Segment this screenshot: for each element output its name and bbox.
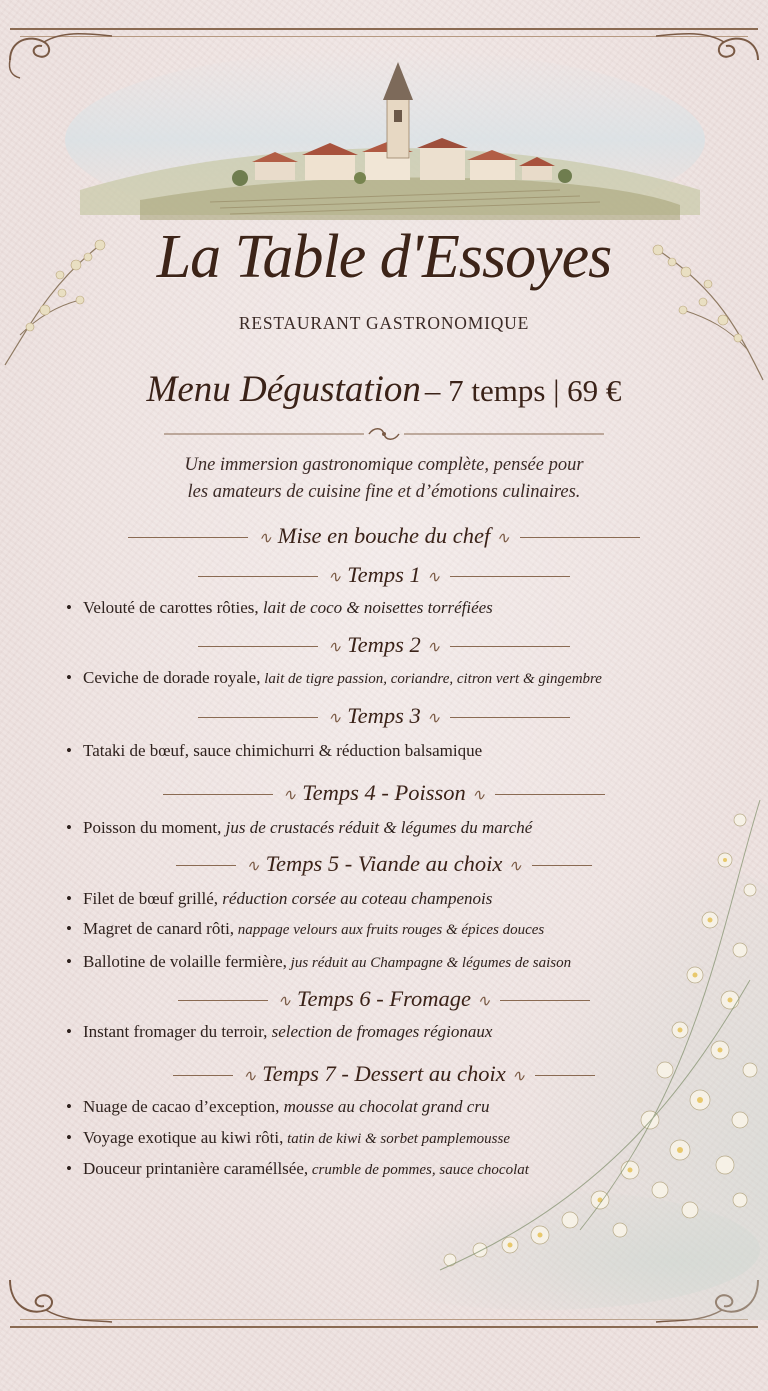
section-heading bbox=[0, 562, 768, 588]
swirl-ornament-icon: ∿ bbox=[246, 857, 260, 875]
section-heading-text: Temps 6 - Fromage bbox=[297, 986, 471, 1011]
heading-rule-left bbox=[198, 646, 318, 647]
bullet-icon: • bbox=[66, 818, 72, 837]
heading-rule-right bbox=[495, 794, 605, 795]
menu-item-name: Ceviche de dorade royale, bbox=[83, 668, 261, 687]
section-heading-text: Mise en bouche du chef bbox=[277, 523, 491, 548]
heading-rule-left bbox=[163, 794, 273, 795]
bullet-icon: • bbox=[66, 741, 72, 760]
menu-item-description: jus réduit au Champagne & légumes de saison bbox=[286, 955, 572, 971]
restaurant-logo-name: La Table d'Essoyes bbox=[156, 223, 612, 291]
bullet-icon: • bbox=[66, 1159, 72, 1178]
menu-intro bbox=[0, 452, 768, 506]
bullet-icon: • bbox=[66, 889, 72, 908]
menu-item bbox=[66, 598, 493, 618]
section-heading bbox=[0, 986, 768, 1012]
intro-line-1: Une immersion gastronomique complète, pensée pour bbox=[184, 455, 584, 475]
menu-item bbox=[66, 818, 532, 838]
section-heading bbox=[0, 851, 768, 877]
menu-item-name: Voyage exotique au kiwi rôti, bbox=[83, 1128, 284, 1147]
menu-item-name: Nuage de cacao d’exception, bbox=[83, 1097, 280, 1116]
section-heading bbox=[0, 780, 768, 806]
swirl-ornament-icon: ∿ bbox=[426, 709, 441, 727]
swirl-ornament-icon: ∿ bbox=[426, 638, 441, 656]
swirl-ornament-icon: ∿ bbox=[496, 529, 510, 547]
section-heading-text: Temps 4 - Poisson bbox=[302, 780, 466, 805]
heading-rule-right bbox=[450, 717, 570, 718]
menu-item-name: Magret de canard rôti, bbox=[83, 919, 235, 938]
menu-item-description: mousse au chocolat grand cru bbox=[279, 1097, 490, 1116]
heading-rule-right bbox=[500, 1000, 590, 1001]
restaurant-subtitle: RESTAURANT GASTRONOMIQUE bbox=[238, 313, 530, 333]
village-landscape-illustration bbox=[60, 40, 710, 240]
section-heading-text: Temps 2 bbox=[347, 632, 421, 657]
heading-rule-left bbox=[128, 537, 248, 538]
menu-item-description: selection de fromages régionaux bbox=[267, 1022, 493, 1041]
swirl-ornament-icon: ∿ bbox=[511, 1067, 526, 1085]
menu-item bbox=[66, 1097, 489, 1117]
menu-item bbox=[66, 889, 492, 909]
menu-item-description: nappage velours aux fruits rouges & épices douces bbox=[234, 922, 545, 938]
menu-item bbox=[66, 1022, 492, 1042]
menu-item-description: lait de coco & noisettes torréfiées bbox=[258, 598, 493, 617]
menu-item bbox=[66, 668, 602, 688]
heading-rule-right bbox=[450, 646, 570, 647]
section-heading-text: Temps 5 - Viande au choix bbox=[265, 851, 503, 876]
intro-line-2: les amateurs de cuisine fine et d’émotions culinaires. bbox=[187, 482, 581, 502]
heading-rule-right bbox=[450, 576, 570, 577]
menu-item bbox=[66, 919, 544, 939]
bullet-icon: • bbox=[66, 919, 72, 938]
bullet-icon: • bbox=[66, 1097, 72, 1116]
swirl-ornament-icon: ∿ bbox=[327, 568, 342, 586]
section-heading-text: Temps 1 bbox=[347, 562, 421, 587]
menu-item-description: jus de crustacés réduit & légumes du marché bbox=[221, 818, 533, 837]
section-heading bbox=[0, 632, 768, 658]
menu-item-name: Instant fromager du terroir, bbox=[83, 1022, 268, 1041]
swirl-ornament-icon: ∿ bbox=[508, 857, 522, 875]
menu-item-name: Poisson du moment, bbox=[83, 818, 222, 837]
menu-item-name: Tataki de bœuf, sauce chimichurri & réduction balsamique bbox=[83, 741, 483, 760]
swirl-ornament-icon: ∿ bbox=[277, 992, 292, 1010]
heading-rule-left bbox=[198, 576, 318, 577]
swirl-ornament-icon: ∿ bbox=[471, 786, 486, 804]
heading-rule-right bbox=[535, 1075, 595, 1076]
swirl-ornament-icon: ∿ bbox=[282, 786, 297, 804]
corner-flourish-bottom-left bbox=[0, 1270, 120, 1340]
bullet-icon: • bbox=[66, 1022, 72, 1041]
section-heading bbox=[0, 1061, 768, 1087]
menu-item bbox=[66, 952, 571, 972]
section-heading bbox=[0, 703, 768, 729]
menu-item-description: réduction corsée au coteau champenois bbox=[218, 889, 493, 908]
menu-item bbox=[66, 1159, 529, 1179]
swirl-ornament-icon: ∿ bbox=[327, 709, 342, 727]
menu-item-name: Ballotine de volaille fermière, bbox=[83, 952, 287, 971]
bullet-icon: • bbox=[66, 598, 72, 617]
menu-item bbox=[66, 741, 482, 761]
bullet-icon: • bbox=[66, 952, 72, 971]
menu-item-name: Filet de bœuf grillé, bbox=[83, 889, 219, 908]
heading-rule-left bbox=[176, 865, 236, 866]
swirl-ornament-icon: ∿ bbox=[476, 992, 491, 1010]
swirl-ornament-icon: ∿ bbox=[258, 529, 272, 547]
heading-rule-left bbox=[173, 1075, 233, 1076]
menu-item-description: tatin de kiwi & sorbet pamplemousse bbox=[283, 1131, 510, 1147]
swirl-ornament-icon: ∿ bbox=[242, 1067, 257, 1085]
section-heading-text: Temps 7 - Dessert au choix bbox=[262, 1061, 506, 1086]
menu-title bbox=[0, 368, 768, 411]
bullet-icon: • bbox=[66, 1128, 72, 1147]
heading-rule-right bbox=[520, 537, 640, 538]
section-heading-text: Temps 3 bbox=[347, 703, 421, 728]
title-divider-ornament bbox=[164, 424, 604, 444]
menu-title-price: – 7 temps | 69 € bbox=[424, 373, 622, 408]
menu-item-description: lait de tigre passion, coriandre, citron vert & gingembre bbox=[260, 671, 602, 687]
swirl-ornament-icon: ∿ bbox=[426, 568, 441, 586]
heading-rule-left bbox=[198, 717, 318, 718]
heading-rule-right bbox=[532, 865, 592, 866]
swirl-ornament-icon: ∿ bbox=[327, 638, 342, 656]
menu-item-description: crumble de pommes, sauce chocolat bbox=[308, 1162, 529, 1178]
menu-item-name: Velouté de carottes rôties, bbox=[83, 598, 259, 617]
menu-item-name: Douceur printanière caraméllsée, bbox=[83, 1159, 309, 1178]
menu-title-script: Menu Dégustation bbox=[146, 369, 421, 410]
section-heading bbox=[0, 523, 768, 549]
heading-rule-left bbox=[178, 1000, 268, 1001]
bullet-icon: • bbox=[66, 668, 72, 687]
menu-item bbox=[66, 1128, 510, 1148]
